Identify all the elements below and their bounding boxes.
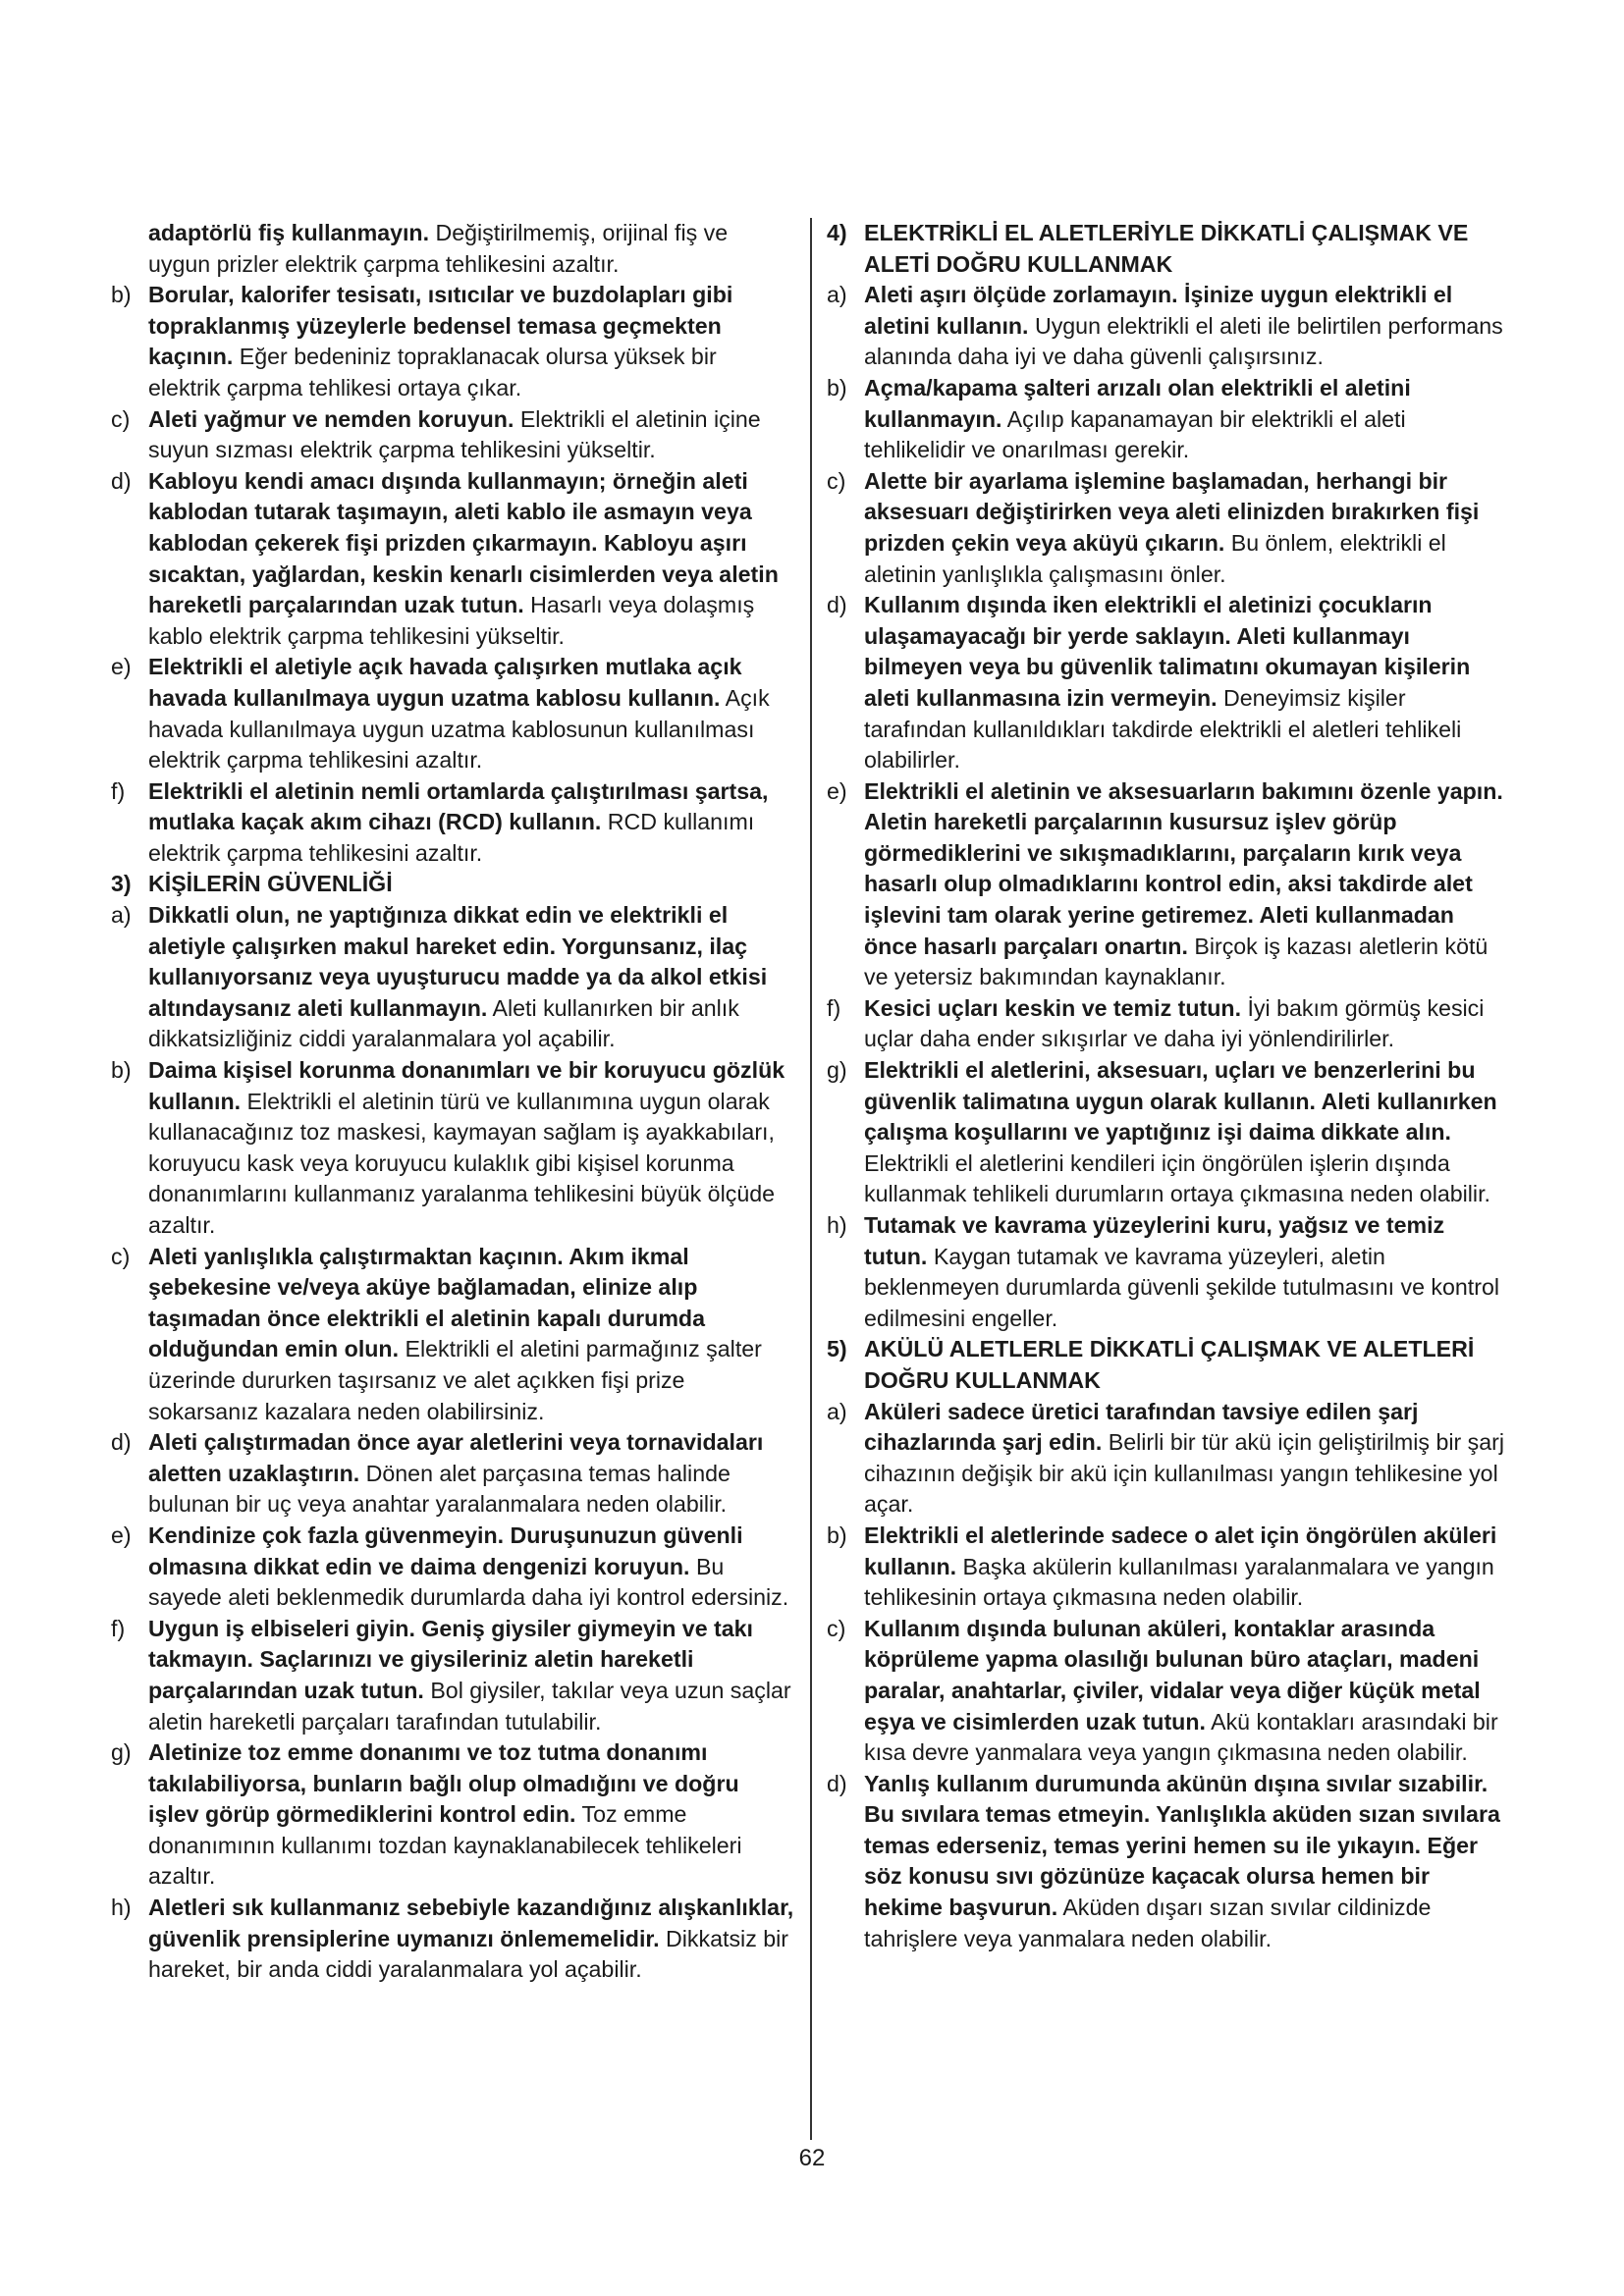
list-item: [111, 1242, 794, 1428]
item-marker: b): [827, 374, 847, 400]
item-explanation: Değiştirilmemiş, orijinal fiş ve uygun prizler elektrik çarpma tehlikesini azaltır.: [148, 220, 729, 277]
item-instruction: Uygun iş elbiseleri giyin. Geniş giysiler giymeyin ve takı takmayın. Saçlarınızı ve giysileriniz aletin hareketli parçalarından uzak tutun.: [148, 1615, 753, 1703]
item-explanation: RCD kullanımı elektrik çarpma tehlikesini azaltır.: [148, 809, 755, 866]
item-marker: f): [827, 994, 841, 1021]
item-marker: b): [111, 282, 132, 308]
item-marker: f): [111, 777, 126, 804]
item-instruction: Aletleri sık kullanmanız sebebiyle kazandığınız alışkanlıklar, güvenlik prensiplerine uymanızı önlememelidir.: [148, 1895, 794, 1951]
list-item: [111, 280, 794, 403]
list-item: [111, 1521, 794, 1614]
item-explanation: Bu sayede aleti beklenmedik durumlarda daha iyi kontrol edersiniz.: [148, 1553, 789, 1611]
item-explanation: Akü kontakları arasındaki bir kısa devre yanmalara veya yangın çıkmasına neden olabilir.: [864, 1708, 1498, 1766]
item-instruction: Kesici uçları keskin ve temiz tutun.: [864, 994, 1242, 1021]
paragraph-continuation: [111, 218, 794, 280]
list-item: [827, 1055, 1511, 1210]
list-item: [827, 280, 1511, 373]
item-instruction: Daima kişisel korunma donanımları ve bir koruyucu gözlük kullanın.: [148, 1057, 785, 1114]
list-item: [827, 993, 1511, 1055]
item-instruction: adaptörlü fiş kullanmayın.: [148, 220, 430, 245]
list-item: [111, 900, 794, 1055]
item-instruction: Aleti aşırı ölçüde zorlamayın. İşinize uygun elektrikli el aletini kullanın.: [864, 282, 1453, 339]
list-item: [111, 404, 794, 466]
item-instruction: Kendinize çok fazla güvenmeyin. Duruşunuzun güvenli olmasına dikkat edin ve daima dengenizi koruyun.: [148, 1522, 743, 1579]
item-explanation: Eğer bedeniniz topraklanacak olursa yüksek bir elektrik çarpma tehlikesi ortaya çıkar.: [148, 344, 717, 400]
section-title: AKÜLÜ ALETLERLE DİKKATLİ ÇALIŞMAK VE ALETLERİ DOĞRU KULLANMAK: [864, 1336, 1475, 1393]
list-item: [111, 1893, 794, 1986]
item-instruction: Dikkatli olun, ne yaptığınıza dikkat edin ve elektrikli el aletiyle çalışırken makul hareket edin. Yorgunsanız, ilaç kullanıyorsanız veya uyuşturucu madde ya da alkol etkisi altındaysanız aleti kullanmayın.: [148, 902, 768, 1021]
item-instruction: Aleti yağmur ve nemden koruyun.: [148, 405, 514, 432]
item-instruction: Açma/kapama şalteri arızalı olan elektrikli el aletini kullanmayın.: [864, 374, 1411, 432]
item-explanation: Kaygan tutamak ve kavrama yüzeyleri, aletin beklenmeyen durumlarda güvenli şekilde tutulmasını ve kontrol edilmesini engeller.: [864, 1243, 1500, 1331]
section-number: 3): [111, 871, 132, 897]
item-instruction: Elektrikli el aletinin nemli ortamlarda çalıştırılması şartsa, mutlaka kaçak akım cihazı (RCD) kullanın.: [148, 777, 769, 835]
section-heading: [111, 869, 794, 900]
list-item: [111, 1737, 794, 1893]
item-instruction: Aküleri sadece üretici tarafından tavsiye edilen şarj cihazlarında şarj edin.: [864, 1398, 1419, 1456]
item-explanation: Hasarlı veya dolaşmış kablo elektrik çarpma tehlikesini yükseltir.: [148, 592, 755, 649]
item-marker: a): [827, 282, 847, 308]
list-item: [827, 1210, 1511, 1334]
list-item: [827, 776, 1511, 993]
list-item: [111, 1055, 794, 1242]
item-instruction: Elektrikli el aletiyle açık havada çalışırken mutlaka açık havada kullanılmaya uygun uzatma kablosu kullanın.: [148, 654, 742, 711]
item-instruction: Aleti yanlışlıkla çalıştırmaktan kaçının. Akım ikmal şebekesine ve/veya aküye bağlamadan, elinize alıp taşımadan önce elektrikli el aletinin kapalı durumda olduğundan emin olun.: [148, 1243, 705, 1362]
item-explanation: İyi bakım görmüş kesici uçlar daha ender sıkışırlar ve daha iyi yönlendirilirler.: [864, 994, 1485, 1052]
item-explanation: Dikkatsiz bir hareket, bir anda ciddi yaralanmalara yol açabilir.: [148, 1925, 789, 1983]
item-instruction: Kullanım dışında bulunan aküleri, kontaklar arasında köprüleme yapma olasılığı bulunan büro ataçları, madeni paralar, anahtarlar, çiviler, vidalar veya diğer küçük metal eşya ve cisimlerden uzak tutun.: [864, 1615, 1481, 1735]
item-instruction: Elektrikli el aletinin ve aksesuarların bakımını özenle yapın. Aletin hareketli parçalarının kusursuz işlev görüp görmediklerini ve sıkışmadıklarını, parçaların kırık veya hasarlı olup olmadıklarını kontrol edin, aksi takdirde alet işlevini tam olarak yerine getiremez. Aleti kullanmadan önce hasarlı parçaları onartın.: [864, 777, 1503, 959]
right-column: [827, 218, 1511, 1954]
item-instruction: Aleti çalıştırmadan önce ayar aletlerini veya tornavidaları aletten uzaklaştırın.: [148, 1429, 764, 1486]
item-marker: g): [111, 1739, 132, 1766]
item-marker: e): [111, 654, 132, 680]
section-number: 4): [827, 220, 847, 245]
item-explanation: Aleti kullanırken bir anlık dikkatsizliğiniz ciddi yaralanmalara yol açabilir.: [148, 994, 739, 1052]
item-marker: b): [827, 1522, 847, 1548]
item-explanation: Dönen alet parçasına temas halinde bulunan bir uç veya anahtar yaralanmalara neden olabilir.: [148, 1460, 731, 1518]
left-column: [111, 218, 794, 1986]
list-item: [111, 652, 794, 775]
item-explanation: Birçok iş kazası aletlerin kötü ve yetersiz bakımından kaynaklanır.: [864, 933, 1489, 990]
section-title: KİŞİLERİN GÜVENLİĞİ: [148, 871, 393, 897]
list-item: [827, 1521, 1511, 1614]
list-item: [827, 1769, 1511, 1955]
item-marker: e): [111, 1522, 132, 1548]
item-marker: h): [111, 1895, 132, 1921]
item-marker: a): [827, 1398, 847, 1424]
list-item: [827, 1614, 1511, 1769]
item-explanation: Elektrikli el aletlerini kendileri için öngörülen işlerin dışında kullanmak tehlikeli durumların ortaya çıkmasına neden olabilir.: [864, 1149, 1490, 1207]
item-instruction: Elektrikli el aletlerinde sadece o alet için öngörülen aküleri kullanın.: [864, 1522, 1497, 1579]
item-instruction: Alette bir ayarlama işlemine başlamadan, herhangi bir aksesuarı değiştirirken veya aleti elinizden bırakırken fişi prizden çekin veya aküyü çıkarın.: [864, 467, 1480, 556]
list-item: [827, 466, 1511, 590]
item-marker: d): [111, 467, 132, 494]
item-instruction: Tutamak ve kavrama yüzeylerini kuru, yağsız ve temiz tutun.: [864, 1212, 1445, 1269]
item-marker: e): [827, 777, 847, 804]
item-instruction: Elektrikli el aletlerini, aksesuarı, uçları ve benzerlerini bu güvenlik talimatına uygun olarak kullanın. Aleti kullanırken çalışma koşullarını ve yaptığınız işi daima dikkate alın.: [864, 1057, 1497, 1146]
item-explanation: Toz emme donanımının kullanımı tozdan kaynaklanabilecek tehlikeleri azaltır.: [148, 1801, 742, 1890]
section-heading: [827, 218, 1511, 280]
item-explanation: Bol giysiler, takılar veya uzun saçlar aletin hareketli parçaları tarafından tutulabilir.: [148, 1677, 791, 1735]
item-instruction: Yanlış kullanım durumunda akünün dışına sıvılar sızabilir. Bu sıvılara temas etmeyin. Yanlışlıkla aküden sızan sıvılara temas ederseniz, temas yerini hemen su ile yıkayın. Eğer söz konusu sıvı gözünüze kaçacak olursa hemen bir hekime başvurun.: [864, 1770, 1500, 1921]
section-heading: [827, 1334, 1511, 1396]
item-instruction: Kabloyu kendi amacı dışında kullanmayın; örneğin aleti kablodan tutarak taşımayın, aleti kablo ile asmayın veya kablodan çekerek fişi prizden çıkarmayın. Kabloyu aşırı sıcaktan, yağlardan, keskin kenarlı cisimlerden veya aletin hareketli parçalarından uzak tutun.: [148, 467, 779, 618]
item-instruction: Borular, kalorifer tesisatı, ısıtıcılar ve buzdolapları gibi topraklanmış yüzeylerle bedensel temasa geçmekten kaçının.: [148, 282, 733, 370]
item-explanation: Deneyimsiz kişiler tarafından kullanıldıkları takdirde elektrikli el aletleri tehlikeli olabilirler.: [864, 684, 1462, 774]
item-marker: c): [827, 467, 846, 494]
item-explanation: Aküden dışarı sızan sıvılar cildinizde tahrişlere veya yanmalara neden olabilir.: [864, 1895, 1432, 1951]
item-marker: d): [111, 1429, 132, 1456]
page-number: 62: [798, 2145, 826, 2171]
section-number: 5): [827, 1336, 847, 1362]
item-marker: c): [827, 1615, 846, 1641]
item-explanation: Açık havada kullanılmaya uygun uzatma kablosunun kullanılması elektrik çarpma tehlikesini azaltır.: [148, 684, 770, 774]
list-item: [111, 776, 794, 870]
item-marker: d): [827, 1770, 847, 1796]
list-item: [827, 590, 1511, 776]
item-explanation: Elektrikli el aletini parmağınız şalter üzerinde dururken taşırsanız ve alet açıkken fişi prize sokarsanız kazalara neden olabilirsiniz.: [148, 1336, 762, 1424]
list-item: [827, 373, 1511, 466]
item-marker: f): [111, 1615, 126, 1641]
list-item: [827, 1397, 1511, 1521]
item-explanation: Elektrikli el aletinin türü ve kullanımına uygun olarak kullanacağınız toz maskesi, kaymayan sağlam iş ayakkabıları, koruyucu kask veya koruyucu kulaklık gibi kişisel korunma donanımlarını kullanmanız yaralanma tehlikesini büyük ölçüde azaltır.: [148, 1088, 776, 1238]
list-item: [111, 466, 794, 653]
item-instruction: Aletinize toz emme donanımı ve toz tutma donanımı takılabiliyorsa, bunların bağlı olup olmadığını ve doğru işlev görüp görmediklerini kontrol edin.: [148, 1739, 739, 1828]
item-explanation: Elektrikli el aletinin içine suyun sızması elektrik çarpma tehlikesini yükseltir.: [148, 405, 761, 463]
item-explanation: Bu önlem, elektrikli el aletinin yanlışlıkla çalışmasını önler.: [864, 529, 1446, 587]
list-item: [111, 1427, 794, 1521]
item-marker: b): [111, 1057, 132, 1084]
item-explanation: Belirli bir tür akü için geliştirilmiş bir şarj cihazının değişik bir akü için kullanılması yangın tehlikesine yol açar.: [864, 1429, 1505, 1518]
item-marker: g): [827, 1057, 847, 1084]
item-marker: a): [111, 902, 132, 929]
item-marker: h): [827, 1212, 847, 1238]
item-instruction: Kullanım dışında iken elektrikli el aletinizi çocukların ulaşamayacağı bir yerde saklayın. Aleti kullanmayı bilmeyen veya bu güvenlik talimatını okumayan kişilerin aleti kullanmasına izin vermeyin.: [864, 592, 1471, 711]
item-explanation: Açılıp kapanamayan bir elektrikli el aleti tehlikelidir ve onarılması gerekir.: [864, 405, 1406, 463]
item-explanation: Başka akülerin kullanılması yaralanmalara ve yangın tehlikesinin ortaya çıkmasına neden olabilir.: [864, 1553, 1494, 1611]
list-item: [111, 1614, 794, 1737]
item-marker: c): [111, 1243, 131, 1269]
column-divider: [810, 218, 812, 2140]
item-explanation: Uygun elektrikli el aleti ile belirtilen performans alanında daha iyi ve daha güvenli çalışırsınız.: [864, 312, 1503, 370]
item-marker: c): [111, 405, 131, 432]
section-title: ELEKTRİKLİ EL ALETLERİYLE DİKKATLİ ÇALIŞMAK VE ALETİ DOĞRU KULLANMAK: [864, 220, 1469, 277]
item-marker: d): [827, 592, 847, 618]
